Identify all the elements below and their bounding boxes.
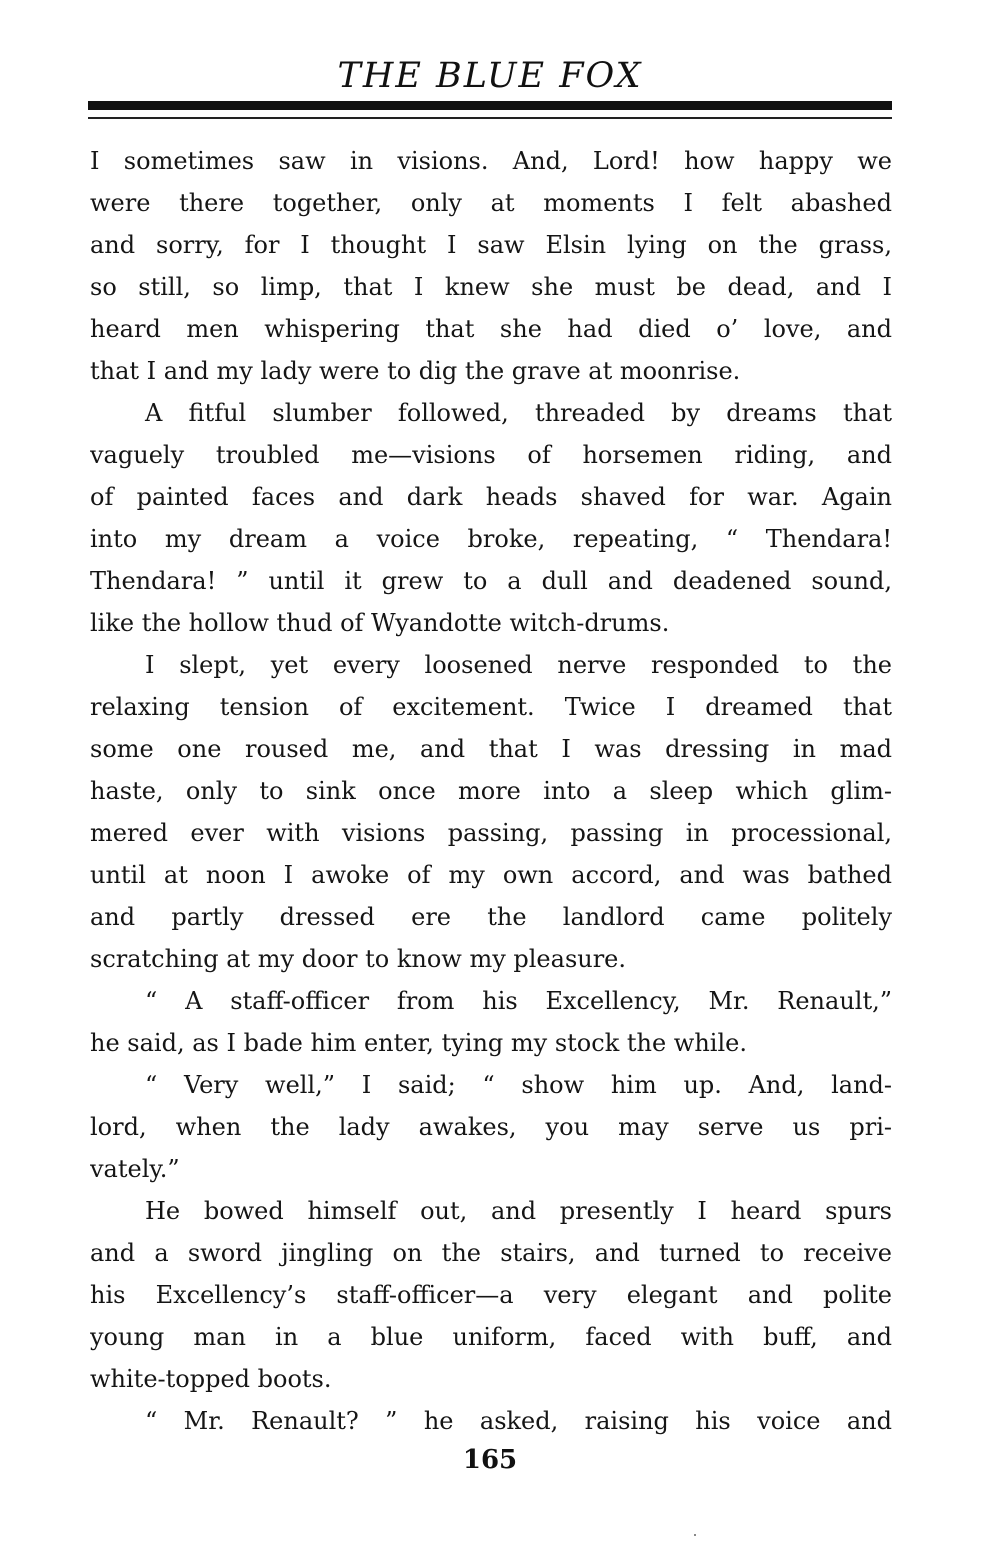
text-line: Thendara! ” until it grew to a dull and deadened sound,	[90, 567, 892, 595]
text-line: and sorry, for I thought I saw Elsin lying on the grass,	[90, 231, 892, 259]
text-line: and a sword jingling on the stairs, and turned to receive	[90, 1239, 892, 1267]
text-line: scratching at my door to know my pleasure.	[90, 945, 627, 973]
text-line: like the hollow thud of Wyandotte witch-drums.	[90, 609, 670, 637]
text-line: lord, when the lady awakes, you may serve us pri-	[90, 1113, 892, 1141]
text-line: A fitful slumber followed, threaded by dreams that	[145, 399, 892, 427]
text-line: haste, only to sink once more into a sleep which glim-	[90, 777, 892, 805]
text-line: so still, so limp, that I knew she must be dead, and I	[90, 273, 892, 301]
header-rule-thin	[88, 117, 892, 119]
text-line: were there together, only at moments I felt abashed	[90, 189, 892, 217]
text-line: of painted faces and dark heads shaved for war. Again	[90, 483, 892, 511]
text-line: He bowed himself out, and presently I heard spurs	[145, 1197, 892, 1225]
text-line: and partly dressed ere the landlord came politely	[90, 903, 892, 931]
text-line: some one roused me, and that I was dressing in mad	[90, 735, 892, 763]
text-line: I slept, yet every loosened nerve responded to the	[145, 651, 892, 679]
text-line: heard men whispering that she had died o’ love, and	[90, 315, 892, 343]
text-line: mered ever with visions passing, passing in processional,	[90, 819, 892, 847]
text-line: his Excellency’s staff-officer—a very elegant and polite	[90, 1281, 892, 1309]
text-line: young man in a blue uniform, faced with buff, and	[90, 1323, 892, 1351]
text-line: “ Very well,” I said; “ show him up. And, land-	[145, 1071, 892, 1099]
text-line: vately.”	[90, 1155, 180, 1183]
text-line: that I and my lady were to dig the grave at moonrise.	[90, 357, 741, 385]
body-text	[90, 140, 892, 1442]
text-line: white-topped boots.	[90, 1365, 332, 1393]
text-line: I sometimes saw in visions. And, Lord! how happy we	[90, 147, 892, 175]
text-line: until at noon I awoke of my own accord, and was bathed	[90, 861, 892, 889]
page-number: 165	[462, 1445, 518, 1475]
running-head: THE BLUE FOX	[337, 56, 643, 96]
text-line: vaguely troubled me—visions of horsemen riding, and	[90, 441, 892, 469]
text-line: “ Mr. Renault? ” he asked, raising his voice and	[145, 1407, 892, 1435]
text-line: relaxing tension of excitement. Twice I dreamed that	[90, 693, 892, 721]
header-rule-thick	[88, 101, 892, 110]
speck-mark	[694, 1534, 696, 1536]
text-line: he said, as I bade him enter, tying my stock the while.	[90, 1029, 747, 1057]
text-line: into my dream a voice broke, repeating, “ Thendara!	[90, 525, 892, 553]
text-line: “ A staff-officer from his Excellency, Mr. Renault,”	[145, 987, 892, 1015]
